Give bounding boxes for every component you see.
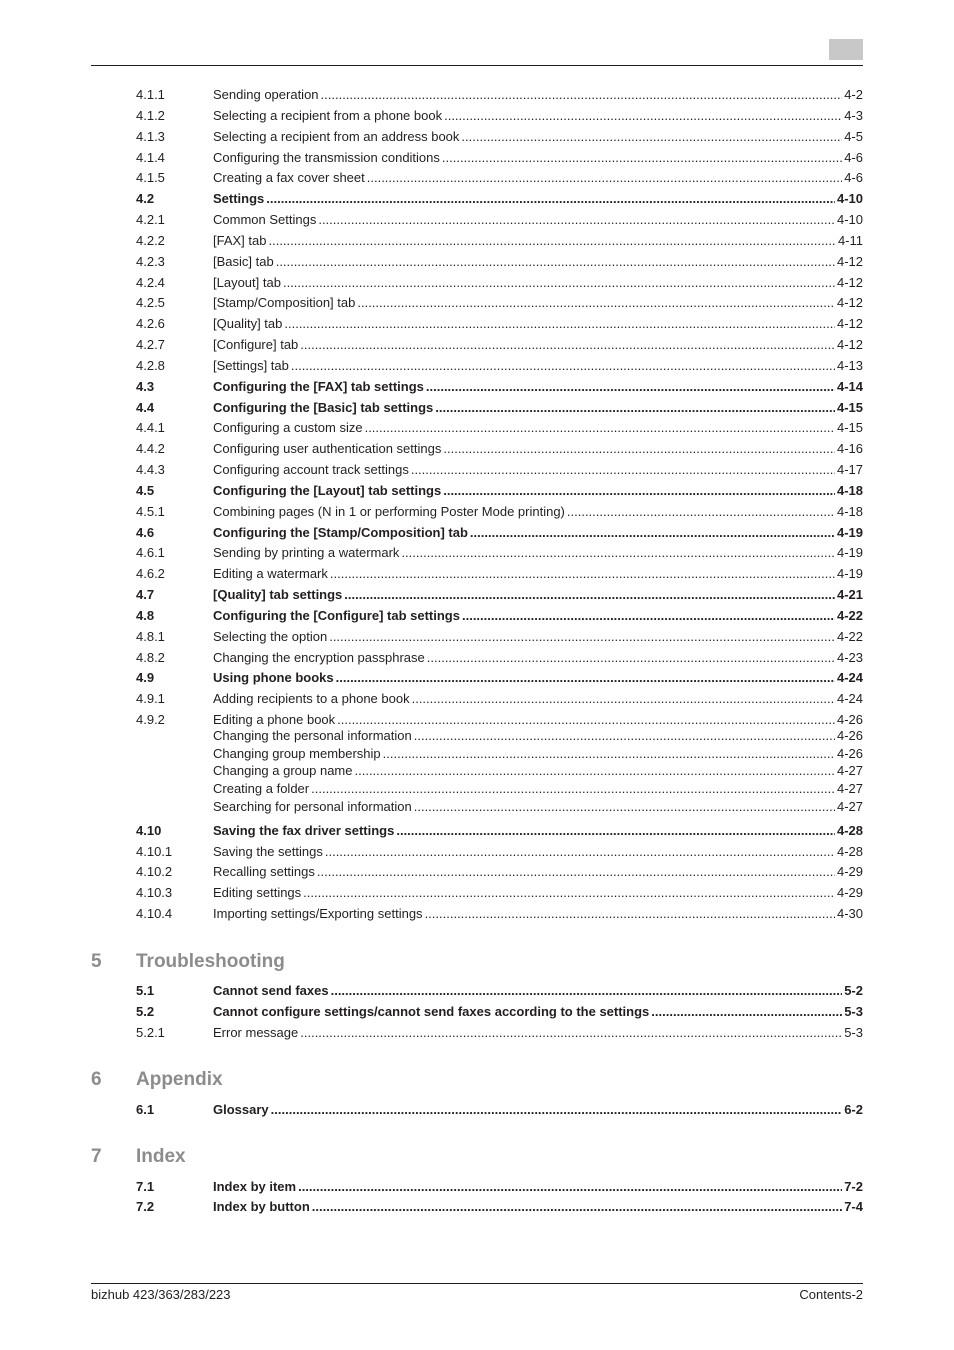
toc-entry-page: 6-2 bbox=[844, 1102, 863, 1117]
chapter-number: 7 bbox=[91, 1146, 102, 1167]
footer-rule bbox=[91, 1283, 863, 1284]
toc-entry-page: 4-14 bbox=[836, 379, 863, 394]
toc-entry-title: Selecting a recipient from a phone book bbox=[213, 108, 443, 123]
toc-entry[interactable] bbox=[136, 544, 863, 562]
toc-entry-page: 7-4 bbox=[844, 1199, 863, 1214]
toc-entry-number: 4.10.3 bbox=[136, 885, 173, 900]
toc-entry-page: 4-3 bbox=[844, 108, 863, 123]
toc-entry[interactable] bbox=[136, 1101, 863, 1119]
toc-dot-leader bbox=[300, 1024, 842, 1042]
toc-entry-number: 4.4.3 bbox=[136, 462, 165, 477]
toc-entry-number: 5.2.1 bbox=[136, 1025, 165, 1040]
toc-entry-number: 4.2.4 bbox=[136, 275, 165, 290]
toc-entry-title: Changing a group name bbox=[213, 763, 353, 778]
toc-entry-page: 5-3 bbox=[844, 1004, 863, 1019]
toc-entry-number: 4.8.1 bbox=[136, 629, 165, 644]
toc-entry-number: 7.2 bbox=[136, 1199, 155, 1214]
toc-entry-title: Configuring the [Configure] tab settings bbox=[213, 608, 460, 623]
toc-dot-leader bbox=[442, 149, 842, 167]
toc-entry-title: Importing settings/Exporting settings bbox=[213, 906, 423, 921]
toc-entry-number: 5.2 bbox=[136, 1004, 155, 1019]
toc-dot-leader bbox=[462, 607, 835, 625]
toc-entry[interactable] bbox=[136, 607, 863, 625]
toc-entry-page: 4-22 bbox=[836, 629, 863, 644]
toc-entry[interactable] bbox=[136, 798, 863, 816]
toc-entry[interactable] bbox=[136, 863, 863, 881]
toc-entry-title: Searching for personal information bbox=[213, 799, 412, 814]
toc-entry-title: Saving the settings bbox=[213, 844, 323, 859]
toc-entry-number: 4.1.1 bbox=[136, 87, 165, 102]
toc-entry-title: Settings bbox=[213, 191, 265, 206]
toc-entry-number: 4.2.7 bbox=[136, 337, 165, 352]
toc-dot-leader bbox=[355, 762, 835, 780]
toc-dot-leader bbox=[401, 544, 835, 562]
toc-entry-page: 4-19 bbox=[836, 545, 863, 560]
toc-entry-page: 4-12 bbox=[836, 337, 863, 352]
toc-entry[interactable] bbox=[136, 780, 863, 798]
toc-dot-leader bbox=[303, 884, 835, 902]
toc-entry-title: Editing a watermark bbox=[213, 566, 328, 581]
toc-entry-page: 4-6 bbox=[844, 150, 863, 165]
toc-entry[interactable] bbox=[136, 649, 863, 667]
toc-entry[interactable] bbox=[136, 253, 863, 271]
toc-dot-leader bbox=[344, 586, 835, 604]
toc-dot-leader bbox=[567, 503, 835, 521]
toc-entry-page: 4-19 bbox=[836, 525, 863, 540]
toc-entry-page: 4-26 bbox=[836, 712, 863, 727]
toc-entry[interactable] bbox=[136, 274, 863, 292]
toc-entry-number: 4.2 bbox=[136, 191, 155, 206]
toc-entry[interactable] bbox=[136, 107, 863, 125]
toc-entry-number: 4.2.8 bbox=[136, 358, 165, 373]
toc-entry-page: 4-15 bbox=[836, 420, 863, 435]
toc-entry-number: 4.4.1 bbox=[136, 420, 165, 435]
toc-entry-title: Configuring the [Stamp/Composition] tab bbox=[213, 525, 468, 540]
toc-entry-title: [Quality] tab bbox=[213, 316, 283, 331]
toc-entry[interactable] bbox=[136, 884, 863, 902]
toc-entry-title: Configuring the [Basic] tab settings bbox=[213, 400, 434, 415]
toc-entry-page: 4-15 bbox=[836, 400, 863, 415]
toc-dot-leader bbox=[461, 128, 842, 146]
toc-dot-leader bbox=[311, 780, 835, 798]
toc-entry[interactable] bbox=[136, 294, 863, 312]
chapter-title: Troubleshooting bbox=[136, 951, 285, 972]
toc-entry-page: 4-24 bbox=[836, 670, 863, 685]
toc-entry-number: 4.6.1 bbox=[136, 545, 165, 560]
toc-entry-page: 4-27 bbox=[836, 763, 863, 778]
toc-entry-number: 4.10.2 bbox=[136, 864, 173, 879]
toc-entry-page: 4-16 bbox=[836, 441, 863, 456]
toc-dot-leader bbox=[321, 86, 843, 104]
toc-entry[interactable] bbox=[136, 419, 863, 437]
toc-dot-leader bbox=[268, 232, 835, 250]
toc-entry[interactable] bbox=[136, 440, 863, 458]
toc-entry-page: 4-21 bbox=[836, 587, 863, 602]
toc-entry[interactable] bbox=[136, 1003, 863, 1021]
toc-entry-page: 4-18 bbox=[836, 483, 863, 498]
toc-entry-number: 4.8 bbox=[136, 608, 155, 623]
toc-entry-title: Error message bbox=[213, 1025, 299, 1040]
toc-entry-title: Configuring the [FAX] tab settings bbox=[213, 379, 424, 394]
toc-dot-leader bbox=[414, 727, 835, 745]
toc-entry-number: 4.2.5 bbox=[136, 295, 165, 310]
toc-entry-number: 4.5.1 bbox=[136, 504, 165, 519]
toc-entry-title: Adding recipients to a phone book bbox=[213, 691, 410, 706]
toc-dot-leader bbox=[444, 107, 842, 125]
toc-entry-title: [Stamp/Composition] tab bbox=[213, 295, 356, 310]
toc-entry-page: 4-29 bbox=[836, 885, 863, 900]
toc-entry[interactable] bbox=[136, 565, 863, 583]
toc-entry-title: Configuring account track settings bbox=[213, 462, 409, 477]
toc-entry-title: Index by button bbox=[213, 1199, 310, 1214]
toc-entry-page: 4-11 bbox=[837, 233, 863, 248]
toc-entry-number: 4.2.1 bbox=[136, 212, 165, 227]
toc-entry-title: Configuring the [Layout] tab settings bbox=[213, 483, 442, 498]
toc-entry[interactable] bbox=[136, 482, 863, 500]
toc-entry-title: Editing settings bbox=[213, 885, 302, 900]
toc-dot-leader bbox=[318, 211, 835, 229]
toc-entry-page: 4-2 bbox=[844, 87, 863, 102]
toc-entry[interactable] bbox=[136, 669, 863, 687]
toc-entry[interactable] bbox=[136, 461, 863, 479]
toc-entry[interactable] bbox=[136, 982, 863, 1000]
toc-entry[interactable] bbox=[136, 86, 863, 104]
toc-entry-title: Configuring the transmission conditions bbox=[213, 150, 440, 165]
toc-entry-page: 5-2 bbox=[844, 983, 863, 998]
toc-entry-number: 4.7 bbox=[136, 587, 155, 602]
toc-entry-number: 7.1 bbox=[136, 1179, 155, 1194]
toc-entry-page: 4-10 bbox=[836, 191, 863, 206]
toc-entry-page: 4-27 bbox=[836, 799, 863, 814]
toc-dot-leader bbox=[284, 315, 835, 333]
toc-entry-number: 4.10 bbox=[136, 823, 162, 838]
toc-dot-leader bbox=[298, 1178, 842, 1196]
toc-entry-title: Cannot configure settings/cannot send faxes according to the settings bbox=[213, 1004, 650, 1019]
toc-entry-title: Using phone books bbox=[213, 670, 334, 685]
toc-entry-title: Cannot send faxes bbox=[213, 983, 329, 998]
toc-entry[interactable] bbox=[136, 211, 863, 229]
toc-entry-number: 4.5 bbox=[136, 483, 155, 498]
toc-entry[interactable] bbox=[136, 822, 863, 840]
toc-entry[interactable] bbox=[136, 149, 863, 167]
toc-entry-number: 4.2.3 bbox=[136, 254, 165, 269]
toc-entry-page: 4-29 bbox=[836, 864, 863, 879]
toc-dot-leader bbox=[426, 378, 835, 396]
toc-entry-title: [Layout] tab bbox=[213, 275, 281, 290]
toc-entry-number: 4.1.5 bbox=[136, 170, 165, 185]
toc-entry-title: [Settings] tab bbox=[213, 358, 289, 373]
toc-entry-page: 4-18 bbox=[836, 504, 863, 519]
toc-entry[interactable] bbox=[136, 190, 863, 208]
chapter-heading[interactable] bbox=[91, 1067, 223, 1093]
toc-dot-leader bbox=[411, 461, 835, 479]
chapter-title: Index bbox=[136, 1146, 186, 1167]
toc-dot-leader bbox=[317, 863, 835, 881]
toc-entry-page: 4-12 bbox=[836, 316, 863, 331]
toc-entry-title: [Basic] tab bbox=[213, 254, 274, 269]
footer-page-number: Contents-2 bbox=[799, 1287, 863, 1302]
toc-entry[interactable] bbox=[136, 762, 863, 780]
toc-dot-leader bbox=[414, 798, 835, 816]
toc-entry-title: [Configure] tab bbox=[213, 337, 299, 352]
toc-dot-leader bbox=[271, 1101, 843, 1119]
toc-dot-leader bbox=[283, 274, 835, 292]
toc-entry[interactable] bbox=[136, 503, 863, 521]
toc-dot-leader bbox=[291, 357, 835, 375]
footer-product-name: bizhub 423/363/283/223 bbox=[91, 1287, 231, 1302]
toc-entry-page: 4-30 bbox=[836, 906, 863, 921]
toc-entry-number: 4.2.6 bbox=[136, 316, 165, 331]
toc-dot-leader bbox=[300, 336, 835, 354]
toc-entry-title: Sending by printing a watermark bbox=[213, 545, 400, 560]
toc-entry-title: Creating a fax cover sheet bbox=[213, 170, 365, 185]
chapter-title: Appendix bbox=[136, 1069, 223, 1090]
toc-dot-leader bbox=[443, 482, 835, 500]
toc-dot-leader bbox=[266, 190, 835, 208]
toc-entry[interactable] bbox=[136, 905, 863, 923]
toc-entry-title: Combining pages (N in 1 or performing Poster Mode printing) bbox=[213, 504, 565, 519]
toc-dot-leader bbox=[470, 524, 835, 542]
toc-entry[interactable] bbox=[136, 843, 863, 861]
toc-entry-title: [FAX] tab bbox=[213, 233, 267, 248]
toc-entry-page: 4-28 bbox=[836, 844, 863, 859]
toc-entry-page: 5-3 bbox=[844, 1025, 863, 1040]
toc-entry-page: 4-26 bbox=[836, 746, 863, 761]
toc-entry[interactable] bbox=[136, 1024, 863, 1042]
toc-dot-leader bbox=[396, 822, 835, 840]
toc-entry-number: 4.9.2 bbox=[136, 712, 165, 727]
toc-entry-page: 4-22 bbox=[836, 608, 863, 623]
toc-entry-page: 7-2 bbox=[844, 1179, 863, 1194]
toc-entry-page: 4-24 bbox=[836, 691, 863, 706]
toc-entry-number: 4.10.4 bbox=[136, 906, 173, 921]
toc-entry-page: 4-17 bbox=[836, 462, 863, 477]
toc-entry-number: 4.8.2 bbox=[136, 650, 165, 665]
toc-entry-title: Editing a phone book bbox=[213, 712, 336, 727]
chapter-number: 5 bbox=[91, 951, 102, 972]
toc-dot-leader bbox=[427, 649, 835, 667]
toc-entry-title: Changing the personal information bbox=[213, 728, 412, 743]
toc-entry-number: 4.1.2 bbox=[136, 108, 165, 123]
toc-entry-page: 4-28 bbox=[836, 823, 863, 838]
toc-entry[interactable] bbox=[136, 399, 863, 417]
toc-dot-leader bbox=[329, 628, 835, 646]
toc-entry-title: Glossary bbox=[213, 1102, 269, 1117]
toc-dot-leader bbox=[331, 982, 843, 1000]
toc-entry[interactable] bbox=[136, 378, 863, 396]
toc-entry[interactable] bbox=[136, 169, 863, 187]
toc-entry-page: 4-12 bbox=[836, 254, 863, 269]
toc-entry-page: 4-19 bbox=[836, 566, 863, 581]
toc-dot-leader bbox=[651, 1003, 842, 1021]
toc-entry-number: 5.1 bbox=[136, 983, 155, 998]
toc-entry-title: Index by item bbox=[213, 1179, 297, 1194]
toc-entry[interactable] bbox=[136, 727, 863, 745]
toc-entry-title: Configuring a custom size bbox=[213, 420, 363, 435]
toc-dot-leader bbox=[383, 745, 835, 763]
toc-dot-leader bbox=[276, 253, 835, 271]
toc-entry-page: 4-12 bbox=[836, 275, 863, 290]
toc-entry-page: 4-23 bbox=[836, 650, 863, 665]
toc-entry-page: 4-10 bbox=[836, 212, 863, 227]
toc-entry[interactable] bbox=[136, 1178, 863, 1196]
toc-entry-number: 4.6 bbox=[136, 525, 155, 540]
toc-dot-leader bbox=[330, 565, 835, 583]
chapter-heading[interactable] bbox=[91, 949, 285, 975]
toc-entry-number: 4.9.1 bbox=[136, 691, 165, 706]
toc-dot-leader bbox=[365, 419, 835, 437]
toc-entry-page: 4-12 bbox=[836, 295, 863, 310]
chapter-heading[interactable] bbox=[91, 1144, 186, 1170]
toc-entry[interactable] bbox=[136, 690, 863, 708]
toc-dot-leader bbox=[325, 843, 835, 861]
toc-entry[interactable] bbox=[136, 357, 863, 375]
toc-entry[interactable] bbox=[136, 524, 863, 542]
toc-entry[interactable] bbox=[136, 128, 863, 146]
toc-entry[interactable] bbox=[136, 315, 863, 333]
toc-dot-leader bbox=[357, 294, 835, 312]
toc-entry-page: 4-6 bbox=[844, 170, 863, 185]
toc-entry-number: 6.1 bbox=[136, 1102, 155, 1117]
toc-entry[interactable] bbox=[136, 336, 863, 354]
toc-entry[interactable] bbox=[136, 586, 863, 604]
toc-entry-number: 4.9 bbox=[136, 670, 155, 685]
toc-entry-number: 4.3 bbox=[136, 379, 155, 394]
toc-dot-leader bbox=[336, 669, 835, 687]
toc-entry-title: Configuring user authentication settings bbox=[213, 441, 442, 456]
toc-dot-leader bbox=[367, 169, 842, 187]
toc-entry[interactable] bbox=[136, 628, 863, 646]
toc-dot-leader bbox=[412, 690, 835, 708]
toc-entry-title: Changing group membership bbox=[213, 746, 381, 761]
toc-entry-title: Selecting the option bbox=[213, 629, 328, 644]
toc-entry[interactable] bbox=[136, 1198, 863, 1216]
toc-entry-number: 4.4 bbox=[136, 400, 155, 415]
toc-entry-title: Recalling settings bbox=[213, 864, 315, 879]
toc-dot-leader bbox=[312, 1198, 842, 1216]
toc-entry-number: 4.6.2 bbox=[136, 566, 165, 581]
toc-entry-number: 4.4.2 bbox=[136, 441, 165, 456]
toc-dot-leader bbox=[425, 905, 835, 923]
toc-entry[interactable] bbox=[136, 232, 863, 250]
toc-entry-page: 4-27 bbox=[836, 781, 863, 796]
chapter-number: 6 bbox=[91, 1069, 102, 1090]
toc-dot-leader bbox=[435, 399, 835, 417]
toc-entry-title: Selecting a recipient from an address book bbox=[213, 129, 460, 144]
toc-dot-leader bbox=[443, 440, 835, 458]
toc-entry-title: Saving the fax driver settings bbox=[213, 823, 395, 838]
toc-entry-page: 4-26 bbox=[836, 728, 863, 743]
toc-entry-title: Creating a folder bbox=[213, 781, 310, 796]
toc-entry-number: 4.1.3 bbox=[136, 129, 165, 144]
toc-entry-title: Common Settings bbox=[213, 212, 317, 227]
toc-entry-number: 4.2.2 bbox=[136, 233, 165, 248]
toc-entry-title: [Quality] tab settings bbox=[213, 587, 343, 602]
toc-entry-title: Sending operation bbox=[213, 87, 319, 102]
toc-entry-page: 4-5 bbox=[844, 129, 863, 144]
toc-entry[interactable] bbox=[136, 745, 863, 763]
toc-entry-title: Changing the encryption passphrase bbox=[213, 650, 425, 665]
toc-entry-page: 4-13 bbox=[836, 358, 863, 373]
toc-entry-number: 4.1.4 bbox=[136, 150, 165, 165]
toc-entry-number: 4.10.1 bbox=[136, 844, 173, 859]
